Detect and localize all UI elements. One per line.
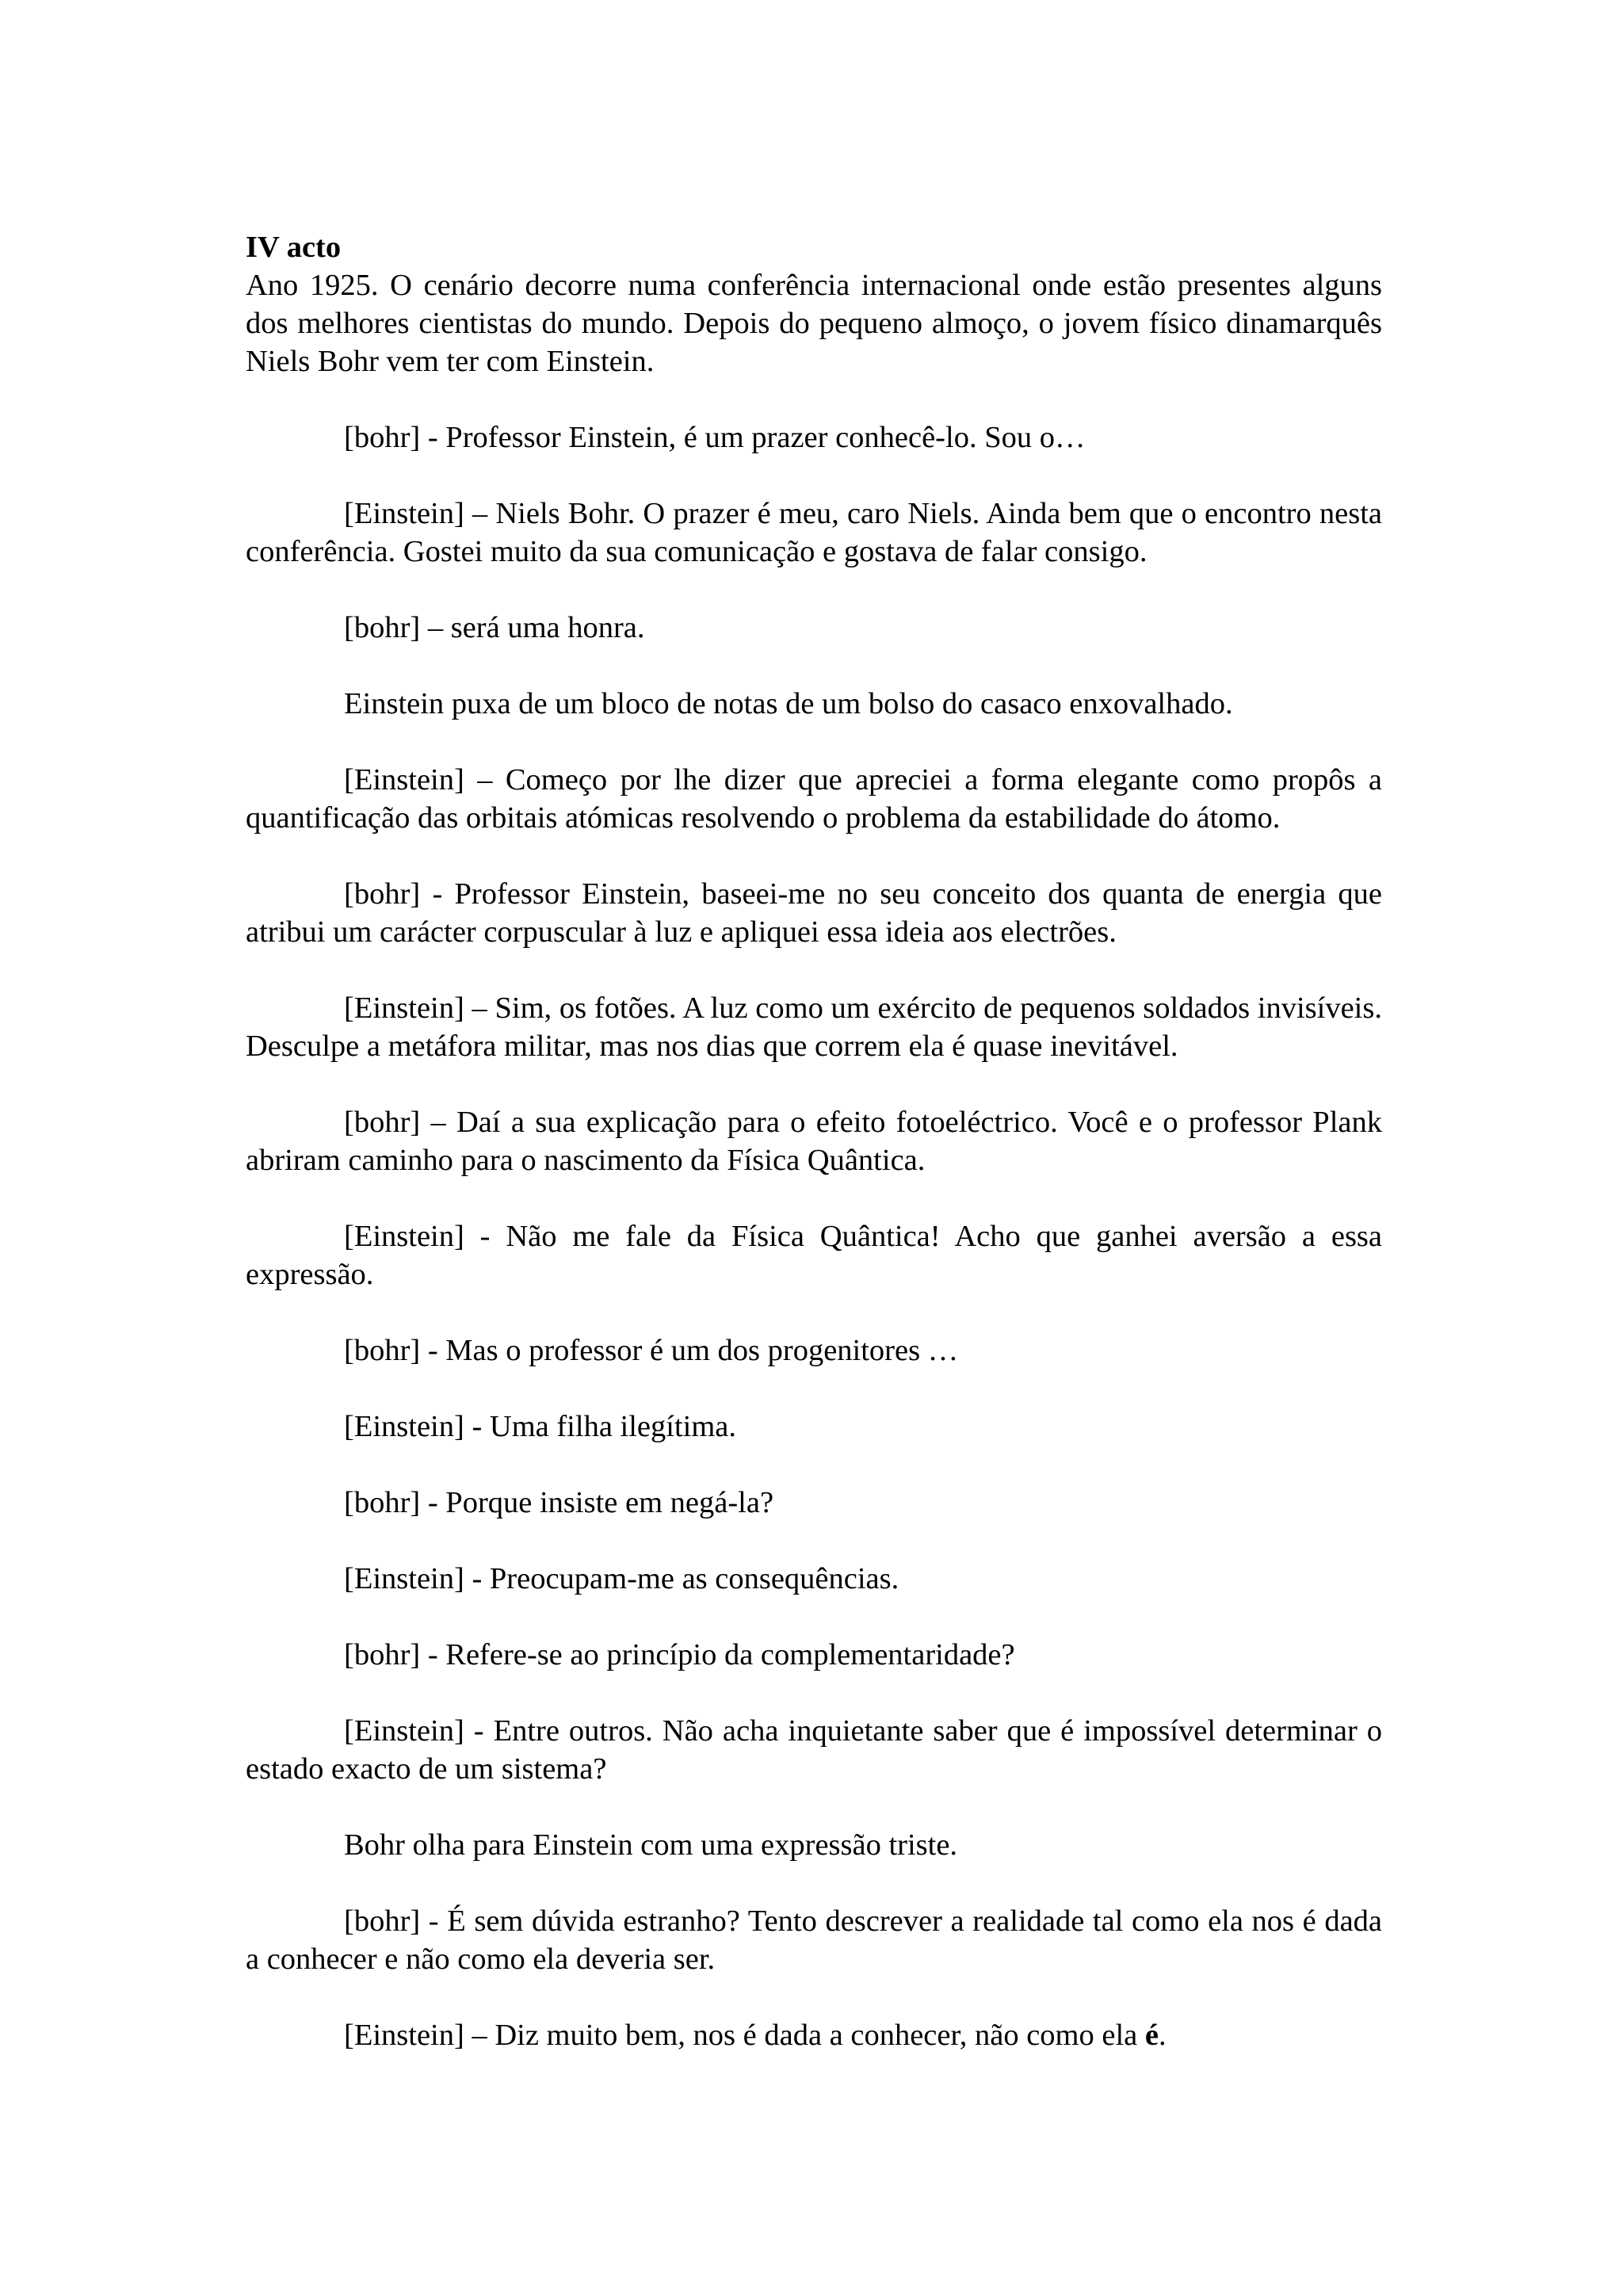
dialogue-paragraph-10: [bohr] - Mas o professor é um dos progenitores … <box>344 1334 959 1367</box>
final-dialogue-emphasis: é <box>1144 2019 1159 2052</box>
final-dialogue-prefix: [Einstein] – Diz muito bem, nos é dada a conhecer, não como ela <box>344 2019 1145 2052</box>
dialogue-paragraph-17: [bohr] - É sem dúvida estranho? Tento descrever a realidade tal como ela nos é dada a conhecer e não como ela deveria ser. <box>246 1904 1382 1976</box>
dialogue-paragraph-15: [Einstein] - Entre outros. Não acha inquietante saber que é impossível determinar o estado exacto de um sistema? <box>246 1714 1382 1786</box>
dialogue-paragraph-3: [bohr] – será uma honra. <box>344 611 645 644</box>
document-page <box>246 228 1382 2054</box>
dialogue-paragraph-13: [Einstein] - Preocupam-me as consequências. <box>344 1562 899 1595</box>
dialogue-paragraph-9: [Einstein] - Não me fale da Física Quântica! Acho que ganhei aversão a essa expressão. <box>246 1220 1382 1291</box>
final-dialogue-paragraph <box>246 2016 1382 2054</box>
dialogue-paragraph-1: [bohr] - Professor Einstein, é um prazer conhecê-lo. Sou o… <box>344 421 1086 454</box>
dialogue-paragraph-12: [bohr] - Porque insiste em negá-la? <box>344 1486 774 1519</box>
dialogue-paragraph-7: [Einstein] – Sim, os fotões. A luz como um exército de pequenos soldados invisíveis. Desculpe a metáfora militar, mas nos dias que correm ela é quase inevitável. <box>246 991 1382 1063</box>
intro-paragraph: Ano 1925. O cenário decorre numa conferência internacional onde estão presentes alguns dos melhores cientistas do mundo. Depois do pequeno almoço, o jovem físico dinamarquês Niels Bohr vem ter com Einstein. <box>246 269 1382 378</box>
final-dialogue-suffix: . <box>1158 2019 1167 2052</box>
act-title: IV acto <box>246 231 342 264</box>
dialogue-paragraph-11: [Einstein] - Uma filha ilegítima. <box>344 1410 737 1443</box>
stage-direction-1: Einstein puxa de um bloco de notas de um bolso do casaco enxovalhado. <box>344 687 1233 720</box>
dialogue-paragraph-5: [Einstein] – Começo por lhe dizer que apreciei a forma elegante como propôs a quantificação das orbitais atómicas resolvendo o problema da estabilidade do átomo. <box>246 763 1382 835</box>
dialogue-paragraph-14: [bohr] - Refere-se ao princípio da complementaridade? <box>344 1638 1015 1671</box>
dialogue-paragraph-8: [bohr] – Daí a sua explicação para o efeito fotoeléctrico. Você e o professor Plank abriram caminho para o nascimento da Física Quântica. <box>246 1106 1382 1177</box>
dialogue-paragraph-2: [Einstein] – Niels Bohr. O prazer é meu, caro Niels. Ainda bem que o encontro nesta conferência. Gostei muito da sua comunicação e gostava de falar consigo. <box>246 497 1382 568</box>
stage-direction-2: Bohr olha para Einstein com uma expressão triste. <box>344 1828 958 1862</box>
dialogue-paragraph-6: [bohr] - Professor Einstein, baseei-me no seu conceito dos quanta de energia que atribui um carácter corpuscular à luz e apliquei essa ideia aos electrões. <box>246 877 1382 949</box>
